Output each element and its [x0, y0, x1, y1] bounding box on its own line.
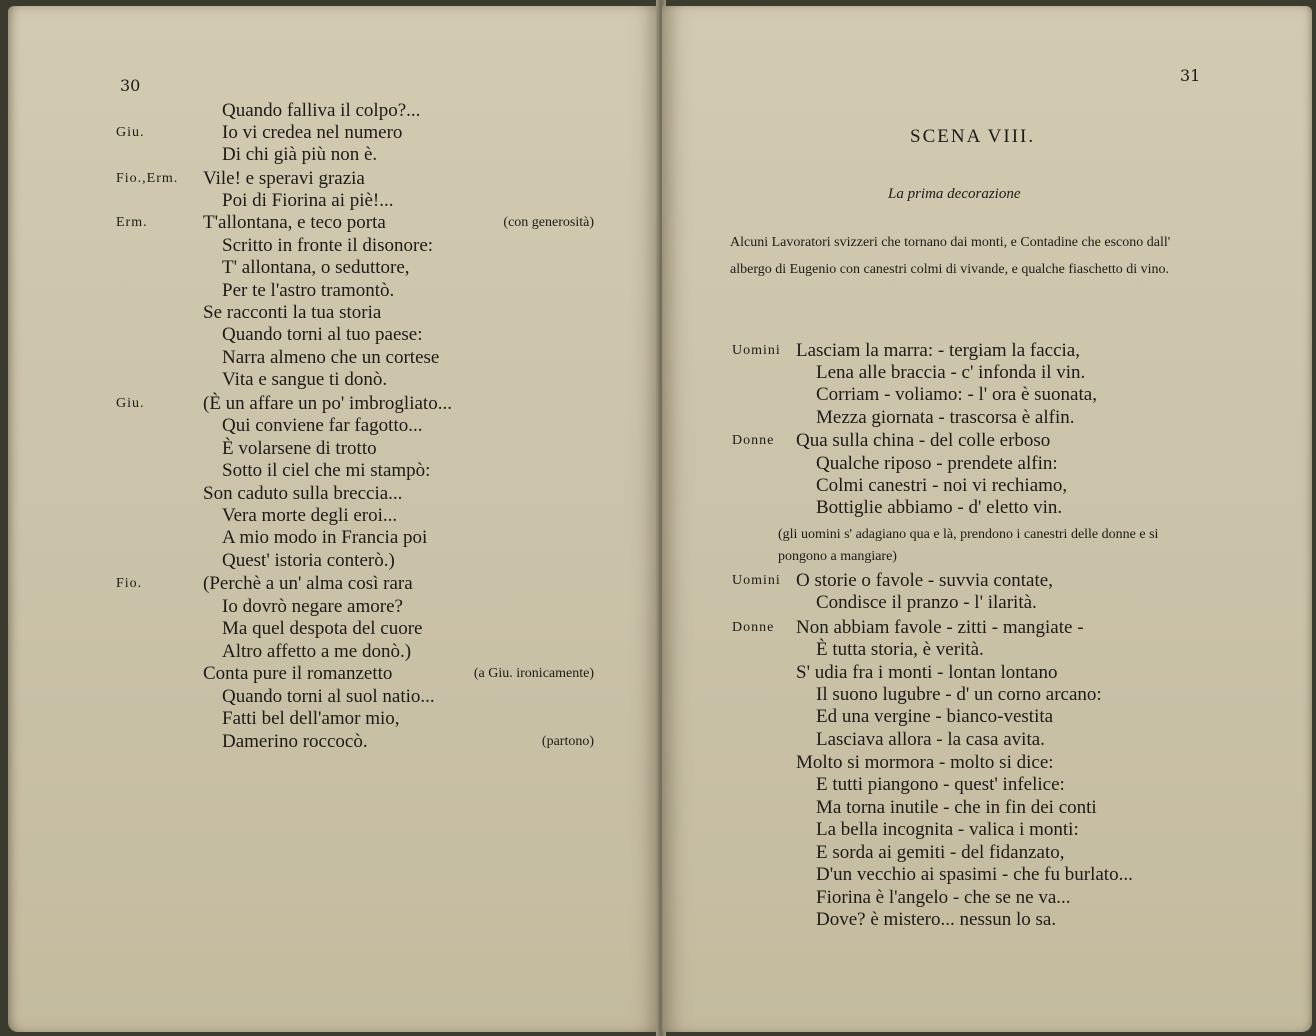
verse-line: Vile! e speravi grazia: [203, 168, 365, 189]
verse-line: Colmi canestri - noi vi rechiamo,: [816, 475, 1068, 496]
verse-line: Son caduto sulla breccia...: [203, 483, 403, 504]
stage-direction: (gli uomini s' adagiano qua e là, prendono i canestri delle donne e si pongono a mangiare): [778, 527, 1159, 564]
speaker-label: Giu.: [116, 125, 145, 140]
scene-title: SCENA VIII.: [910, 126, 1036, 147]
verse-line: Io dovrò negare amore?: [222, 596, 403, 617]
verse-line: La bella incognita - valica i monti:: [816, 819, 1079, 840]
verse-line: Altro affetto a me donò.): [222, 641, 412, 662]
verse-line: Il suono lugubre - d' un corno arcano:: [816, 684, 1102, 705]
verse-line: E sorda ai gemiti - del fidanzato,: [816, 842, 1065, 863]
verse-line: Di chi già più non è.: [222, 144, 378, 165]
verse-line: S' udia fra i monti - lontan lontano: [796, 662, 1058, 683]
verse-line: Fiorina è l'angelo - che se ne va...: [816, 887, 1071, 908]
bleed-through-text: [480, 790, 485, 812]
verse-line: Bottiglie abbiamo - d' eletto vin.: [816, 497, 1063, 518]
verse-line: Per te l'astro tramontò.: [222, 280, 395, 301]
speaker-label: Fio.: [116, 576, 143, 591]
verse-line: Molto si mormora - molto si dice:: [796, 752, 1054, 773]
stage-rubric: Alcuni Lavoratori svizzeri che tornano dai monti, e Contadine che escono dall' albergo di Eugenio con canestri colmi di vivande, e qualche fiaschetto di vino.: [730, 235, 1171, 277]
speaker-label: Uomini: [732, 573, 781, 588]
verse-line: Vita e sangue ti donò.: [222, 369, 388, 390]
verse-line: Lasciava allora - la casa avita.: [816, 729, 1045, 750]
verse-line: Quando torni al tuo paese:: [222, 324, 423, 345]
verse-line: Lasciam la marra: - tergiam la faccia,: [796, 340, 1080, 361]
verse-line: Quando torni al suol natio...: [222, 686, 435, 707]
page-number-right: 31: [1180, 66, 1201, 85]
verse-line: O storie o favole - suvvia contate,: [796, 570, 1053, 591]
verse-line: E tutti piangono - quest' infelice:: [816, 774, 1065, 795]
verse-line: Io vi credea nel numero: [222, 122, 403, 143]
verse-line: A mio modo in Francia poi: [222, 527, 428, 548]
speaker-label: Erm.: [116, 215, 148, 230]
verse-line: Quando falliva il colpo?...: [222, 100, 421, 121]
verse-line: T'allontana, e teco porta: [203, 212, 386, 233]
verse-line: Qua sulla china - del colle erboso: [796, 430, 1051, 451]
verse-line: Damerino roccocò.: [222, 731, 368, 752]
verse-line: È tutta storia, è verità.: [816, 639, 984, 660]
verse-line: Ma torna inutile - che in fin dei conti: [816, 797, 1097, 818]
verse-line: Sotto il ciel che mi stampò:: [222, 460, 431, 481]
verse-line: Se racconti la tua storia: [203, 302, 382, 323]
scene-setting: La prima decorazione: [888, 186, 1021, 202]
verse-line: Lena alle braccia - c' infonda il vin.: [816, 362, 1086, 383]
verse-line: Dove? è mistero... nessun lo sa.: [816, 909, 1057, 930]
verse-line: Ma quel despota del cuore: [222, 618, 423, 639]
speaker-label: Fio.,Erm.: [116, 171, 179, 186]
verse-line: T' allontana, o seduttore,: [222, 257, 410, 278]
verse-line: Qui conviene far fagotto...: [222, 415, 423, 436]
speaker-label: Donne: [732, 620, 775, 635]
verse-line: Vera morte degli eroi...: [222, 505, 398, 526]
verse-line: Non abbiam favole - zitti - mangiate -: [796, 617, 1084, 638]
verse-line: D'un vecchio ai spasimi - che fu burlato...: [816, 864, 1133, 885]
speaker-label: Uomini: [732, 343, 781, 358]
verse-line: Condisce il pranzo - l' ilarità.: [816, 592, 1037, 613]
verse-line: Narra almeno che un cortese: [222, 347, 440, 368]
verse-line: Corriam - voliamo: - l' ora è suonata,: [816, 384, 1097, 405]
inline-stage-direction: (a Giu. ironicamente): [473, 666, 594, 681]
speaker-label: Donne: [732, 433, 775, 448]
verse-line: Quest' istoria conterò.): [222, 550, 395, 571]
verse-line: Poi di Fiorina ai piè!...: [222, 190, 394, 211]
verse-line: (Perchè a un' alma così rara: [203, 573, 413, 594]
verse-line: Conta pure il romanzetto: [203, 663, 393, 684]
verse-line: È volarsene di trotto: [222, 438, 377, 459]
verse-line: Scritto in fronte il disonore:: [222, 235, 434, 256]
inline-stage-direction: (con generosità): [503, 215, 594, 230]
verse-line: (È un affare un po' imbrogliato...: [203, 393, 452, 414]
page-number-left: 30: [120, 76, 141, 95]
verse-line: Qualche riposo - prendete alfin:: [816, 453, 1058, 474]
inline-stage-direction: (partono): [541, 734, 594, 749]
verse-line: Mezza giornata - trascorsa è alfin.: [816, 407, 1075, 428]
verse-line: Fatti bel dell'amor mio,: [222, 708, 400, 729]
verse-line: Ed una vergine - bianco-vestita: [816, 706, 1054, 727]
speaker-label: Giu.: [116, 396, 145, 411]
